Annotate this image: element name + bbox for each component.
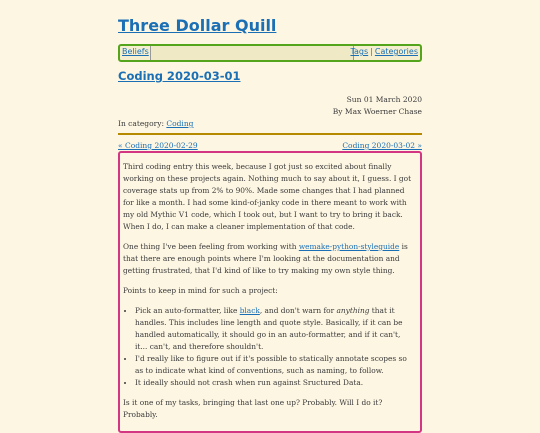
site-title	[118, 16, 276, 35]
text-span: One thing I've been feeling from working with	[123, 242, 299, 251]
list-item: • I'd really like to figure out if it's possible to statically annotate scopes so as to indicate what kind of conventions, such as naming, to follow.	[135, 353, 415, 377]
paragraph: Third coding entry this week, because I got just so excited about finally working on these projects again. Nothing much to say about it, I guess. I got coverage stats up from 2% to 90%. Made some changes that I had planned for like a month. I had some kind-of-janky code in there meant to work with my old Mythic V1 code, which I took out, but I want to try to bring it back. When I do, I can make a cleaner implementation of that code.	[123, 162, 412, 231]
paragraph: Points to keep in mind for such a project:	[123, 286, 278, 295]
category-prefix: In category:	[118, 119, 164, 128]
nav-separator: |	[370, 47, 373, 56]
nav-bar	[118, 44, 422, 62]
text-span: Pick an auto-formatter, like	[135, 306, 240, 315]
post-author: By Max Woerner Chase	[332, 107, 422, 116]
prev-post-link[interactable]: « Coding 2020-02-29	[118, 141, 198, 150]
text-span: , and don't warn for	[259, 306, 337, 315]
black-link[interactable]: black	[239, 306, 260, 315]
paragraph: Is it one of my tasks, bringing that last one up? Probably. Will I do it? Probably.	[123, 398, 383, 419]
points-list	[123, 305, 415, 389]
paragraph	[123, 241, 415, 277]
site-title-link[interactable]: Three Dollar Quill	[118, 16, 277, 35]
post-content	[118, 151, 422, 433]
nav-link-categories[interactable]: Categories	[374, 47, 418, 56]
post-category	[118, 119, 193, 128]
emphasis: anything	[336, 306, 370, 315]
nav-link-tags[interactable]: Tags	[350, 47, 369, 56]
list-item	[135, 305, 415, 353]
post-title-link[interactable]: Coding 2020-03-01	[118, 69, 241, 83]
next-post-link[interactable]: Coding 2020-03-02 »	[342, 141, 422, 150]
text-span: that it handles. This includes line length and quote style. Basically, if it can be handled automatically, it should go in an auto-formatter, and if it can't, it... can't, and therefore shouldn't.	[135, 306, 403, 351]
category-link[interactable]: Coding	[166, 119, 194, 128]
post-date: Sun 01 March 2020	[346, 95, 422, 104]
styleguide-link[interactable]: wemake-python-styleguide	[298, 242, 400, 251]
divider	[118, 133, 422, 135]
nav-link-beliefs[interactable]: Beliefs	[122, 47, 149, 56]
nav-spacer	[150, 46, 354, 60]
post-title	[118, 69, 241, 83]
text-span: is that there are enough points where I'm looking at the documentation and getting frustrated, that I'd kind of like to try making my own style thing.	[123, 242, 408, 275]
list-item: • It ideally should not crash when run against Sructured Data.	[135, 377, 415, 389]
